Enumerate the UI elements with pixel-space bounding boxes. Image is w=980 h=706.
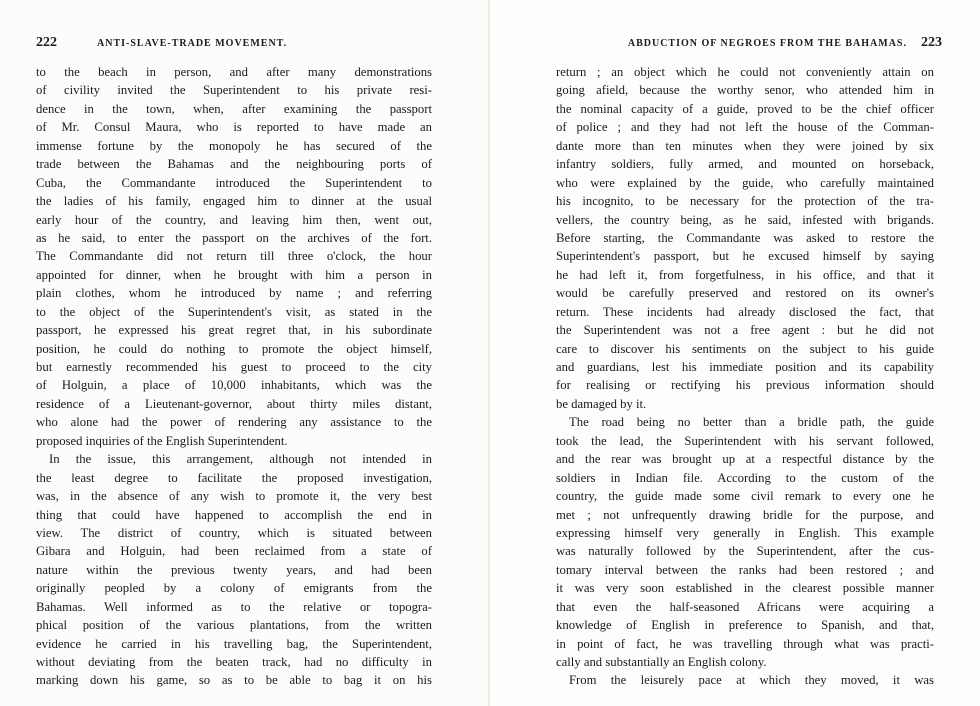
text-line: originally peopled by a colony of emigrants from the (36, 581, 432, 596)
text-line: be damaged by it. (556, 396, 647, 411)
text-line: trade between the Bahamas and the neighbouring ports of (36, 157, 432, 172)
text-line: passport, he expressed his great regret that, in his subordinate (36, 323, 432, 338)
text-line: to the beach in person, and after many demonstrations (36, 65, 432, 79)
text-line: cally and substantially an English colony. (556, 655, 767, 669)
text-line: he had left it, from forgetfulness, in his office, and that it (556, 267, 934, 282)
text-line: marking down his game, so as to be able to bag it on his (36, 673, 432, 688)
text-line: residence of a Lieutenant-governor, about thirty miles distant, (36, 396, 432, 411)
text-line: Gibara and Holguin, had been reclaimed from a state of (36, 544, 432, 559)
text-line: of Mr. Consul Maura, who is reported to have made an (36, 120, 432, 135)
text-line: going afield, because the worthy senor, who attended him in (556, 83, 934, 98)
text-line: return. These incidents had already disclosed the fact, that (556, 304, 934, 319)
text-line: dante more than ten minutes when they were joined by six (556, 138, 934, 153)
text-line: the least degree to facilitate the proposed investigation, (36, 470, 432, 485)
text-line: without deviating from the beaten track, had no difficulty in (36, 655, 432, 669)
text-line: nature within the previous twenty years, and had been (36, 562, 432, 577)
text-line: From the leisurely pace at which they moved, it was (569, 673, 934, 688)
text-line: and guardians, lest his immediate position and its capability (556, 360, 934, 374)
text-line: plain clothes, whom he introduced by name ; and referring (36, 286, 432, 301)
text-line: knowledge of English in preference to Spanish, and that, (556, 618, 934, 633)
text-line: The Commandante did not return till three o'clock, the hour (36, 249, 432, 264)
text-line: was, in the absence of any wish to promote it, the very best (36, 489, 432, 504)
text-line: position, he could do nothing to promote the object himself, (36, 341, 432, 356)
text-line: infantry soldiers, fully armed, and mounted on horseback, (556, 157, 934, 172)
text-line: who were explained by the guide, who carefully maintained (556, 175, 934, 190)
text-line: of police ; and they had not left the house of the Comman- (556, 120, 934, 135)
text-line: the nominal capacity of a guide, proved to be the chief officer (556, 101, 934, 116)
left-running-title: ANTI-SLAVE-TRADE MOVEMENT. (97, 38, 288, 49)
text-line: in point of fact, he was travelling through what was practi- (556, 636, 934, 651)
text-line: the Superintendent was not a free agent : but he did not (556, 323, 934, 338)
text-line: evidence he carried in his travelling bag, the Superintendent, (36, 636, 432, 651)
text-line: view. The district of country, which is situated between (36, 525, 432, 540)
left-body-text (36, 63, 432, 690)
left-page-number: 222 (36, 35, 57, 50)
text-line: for realising or rectifying his previous information should (556, 378, 934, 393)
text-line: of Holguin, a place of 10,000 inhabitants, which was the (36, 378, 432, 393)
text-line: to the object of the Superintendent's visit, as stated in the (36, 304, 432, 319)
text-line: Before starting, the Commandante was asked to restore the (556, 230, 934, 245)
right-page-number: 223 (921, 35, 942, 50)
text-line: thing that could have happened to accomplish the end in (36, 507, 432, 522)
text-line: took the lead, the Superintendent with his servant followed, (556, 433, 934, 448)
text-line: country, the guide made some civil remark to every one he (556, 489, 934, 504)
text-line: the ladies of his family, engaged him to dinner at the usual (36, 194, 432, 209)
text-line: who alone had the power of rendering any assistance to the (36, 415, 432, 430)
text-line: it was very soon established in the clearest possible manner (556, 581, 934, 596)
right-page (490, 0, 980, 706)
text-line: as he said, to enter the passport on the archives of the fort. (36, 230, 432, 245)
text-line: met ; not unfrequently drawing bridle for the purpose, and (556, 507, 934, 522)
text-line: Bahamas. Well informed as to the relative or topogra- (36, 599, 432, 614)
text-line: dence in the town, when, after examining the passport (36, 101, 432, 116)
text-line: In the issue, this arrangement, although not intended in (49, 452, 432, 467)
text-line: Superintendent's passport, but he excused himself by saying (556, 249, 934, 264)
text-line: of civility invited the Superintendent to his private resi- (36, 83, 432, 98)
text-line: that even the half-seasoned Africans were acquiring a (556, 599, 934, 614)
right-running-title: ABDUCTION OF NEGROES FROM THE BAHAMAS. (627, 38, 907, 49)
text-line: The road being no better than a bridle path, the guide (569, 415, 934, 430)
text-line: expressing himself very generally in English. This example (556, 525, 934, 540)
text-line: early hour of the country, and leaving him then, went out, (36, 212, 432, 227)
text-line: proposed inquiries of the English Superintendent. (36, 433, 288, 448)
right-body-text (556, 63, 934, 690)
text-line: Cuba, the Commandante introduced the Superintendent to (36, 175, 432, 190)
text-line: soldiers in Indian file. According to the custom of the (556, 470, 934, 485)
text-line: immense fortune by the monopoly he has secured of the (36, 138, 432, 153)
text-line: appointed for dinner, when he brought with him a person in (36, 267, 432, 282)
text-line: but earnestly recommended his guest to proceed to the city (36, 360, 432, 374)
text-line: would be carefully preserved and restored on its owner's (556, 286, 934, 301)
right-running-head (618, 35, 942, 55)
text-line: vellers, the country being, as he said, infested with brigands. (556, 212, 934, 227)
text-line: care to discover his sentiments on the subject to his guide (556, 341, 934, 356)
text-line: was naturally followed by the Superintendent, after the cus- (556, 544, 934, 559)
text-line: tomary interval between the ranks had been restored ; and (556, 562, 934, 577)
text-line: return ; an object which he could not conveniently attain on (556, 65, 934, 79)
text-line: his incognito, to be necessary for the protection of the tra- (556, 194, 934, 209)
text-line: and the rear was brought up at a respectful distance by the (556, 452, 934, 467)
left-running-head (36, 35, 434, 55)
text-line: phical position of the various plantations, from the written (36, 618, 432, 633)
